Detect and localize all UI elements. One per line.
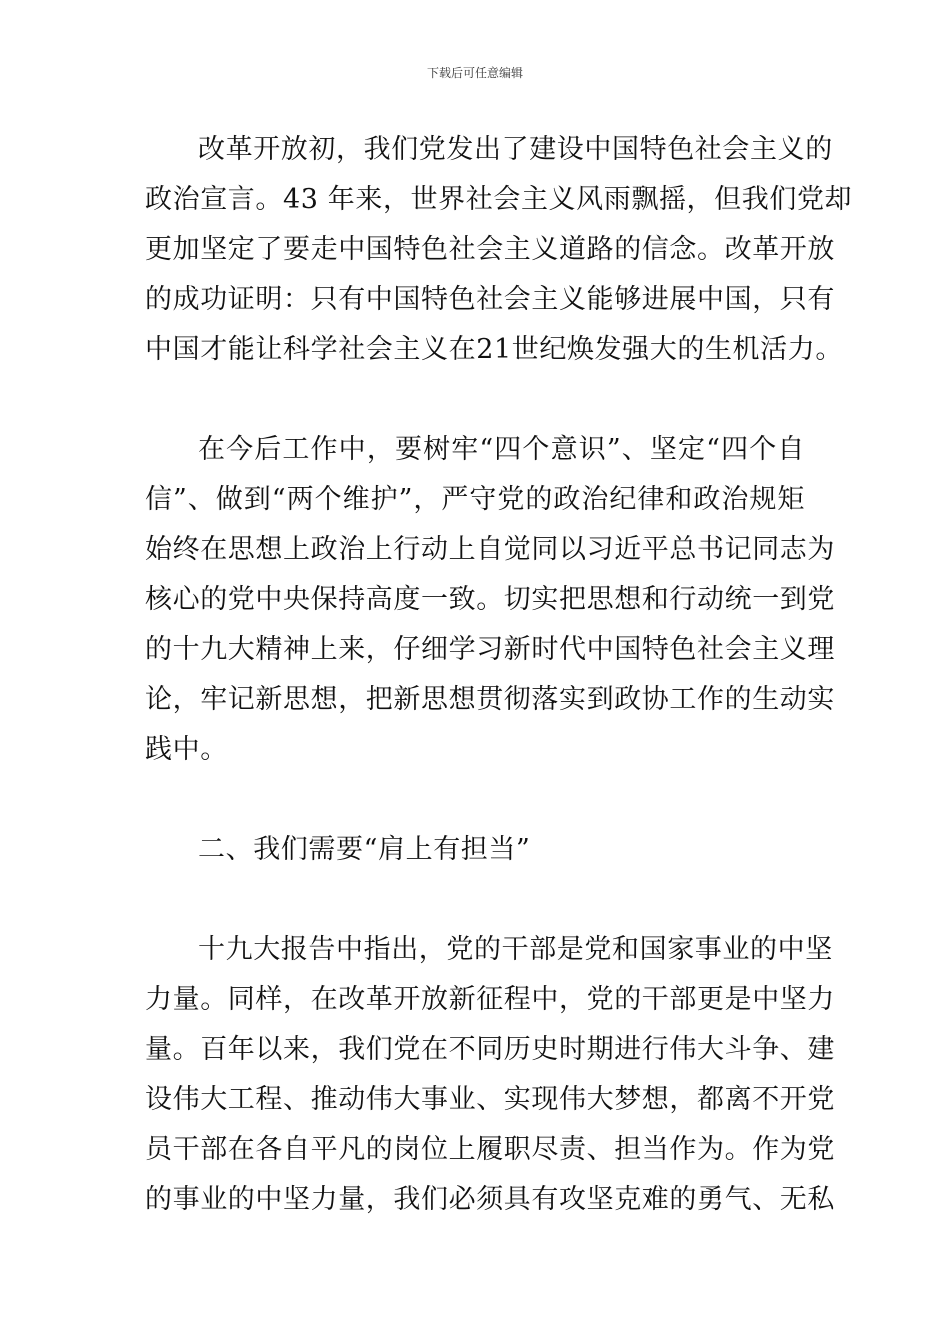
header-note: 下载后可任意编辑 — [426, 66, 523, 80]
paragraph-1-line-1: 改革开放初，我们党发出了建设中国特色社会主义的 — [198, 134, 833, 165]
paragraph-1-line-2: 政治宣言。43 年来，世界社会主义风雨飘摇，但我们党却 — [145, 184, 853, 215]
paragraph-1-line-4: 的成功证明：只有中国特色社会主义能够进展中国，只有 — [145, 284, 835, 315]
paragraph-3-line-6: 的事业的中坚力量，我们必须具有攻坚克难的勇气、无私 — [145, 1184, 835, 1215]
paragraph-2-line-1: 在今后工作中，要树牢“四个意识”、坚定“四个自 — [198, 434, 805, 465]
paragraph-2-line-6: 论，牢记新思想，把新思想贯彻落实到政协工作的生动实 — [145, 684, 835, 715]
paragraph-1-line-5: 中国才能让科学社会主义在21世纪焕发强大的生机活力。 — [145, 334, 843, 365]
paragraph-3-line-5: 员干部在各自平凡的岗位上履职尽责、担当作为。作为党 — [145, 1134, 835, 1165]
paragraph-2-line-3: 始终在思想上政治上行动上自觉同以习近平总书记同志为 — [145, 534, 835, 565]
paragraph-3-line-2: 力量。同样，在改革开放新征程中，党的干部更是中坚力 — [145, 984, 835, 1015]
paragraph-2-line-7: 践中。 — [145, 734, 228, 765]
section-heading: 二、我们需要“肩上有担当” — [198, 834, 531, 865]
paragraph-1-line-3: 更加坚定了要走中国特色社会主义道路的信念。改革开放 — [145, 234, 835, 265]
paragraph-2-line-2: 信”、做到“两个维护”，严守党的政治纪律和政治规矩 — [145, 484, 805, 515]
paragraph-3-line-3: 量。百年以来，我们党在不同历史时期进行伟大斗争、建 — [145, 1034, 835, 1065]
paragraph-3-line-1: 十九大报告中指出，党的干部是党和国家事业的中坚 — [198, 934, 833, 965]
paragraph-2-line-5: 的十九大精神上来，仔细学习新时代中国特色社会主义理 — [145, 634, 835, 665]
paragraph-2-line-4: 核心的党中央保持高度一致。切实把思想和行动统一到党 — [145, 584, 835, 615]
paragraph-3-line-4: 设伟大工程、推动伟大事业、实现伟大梦想，都离不开党 — [145, 1084, 835, 1115]
